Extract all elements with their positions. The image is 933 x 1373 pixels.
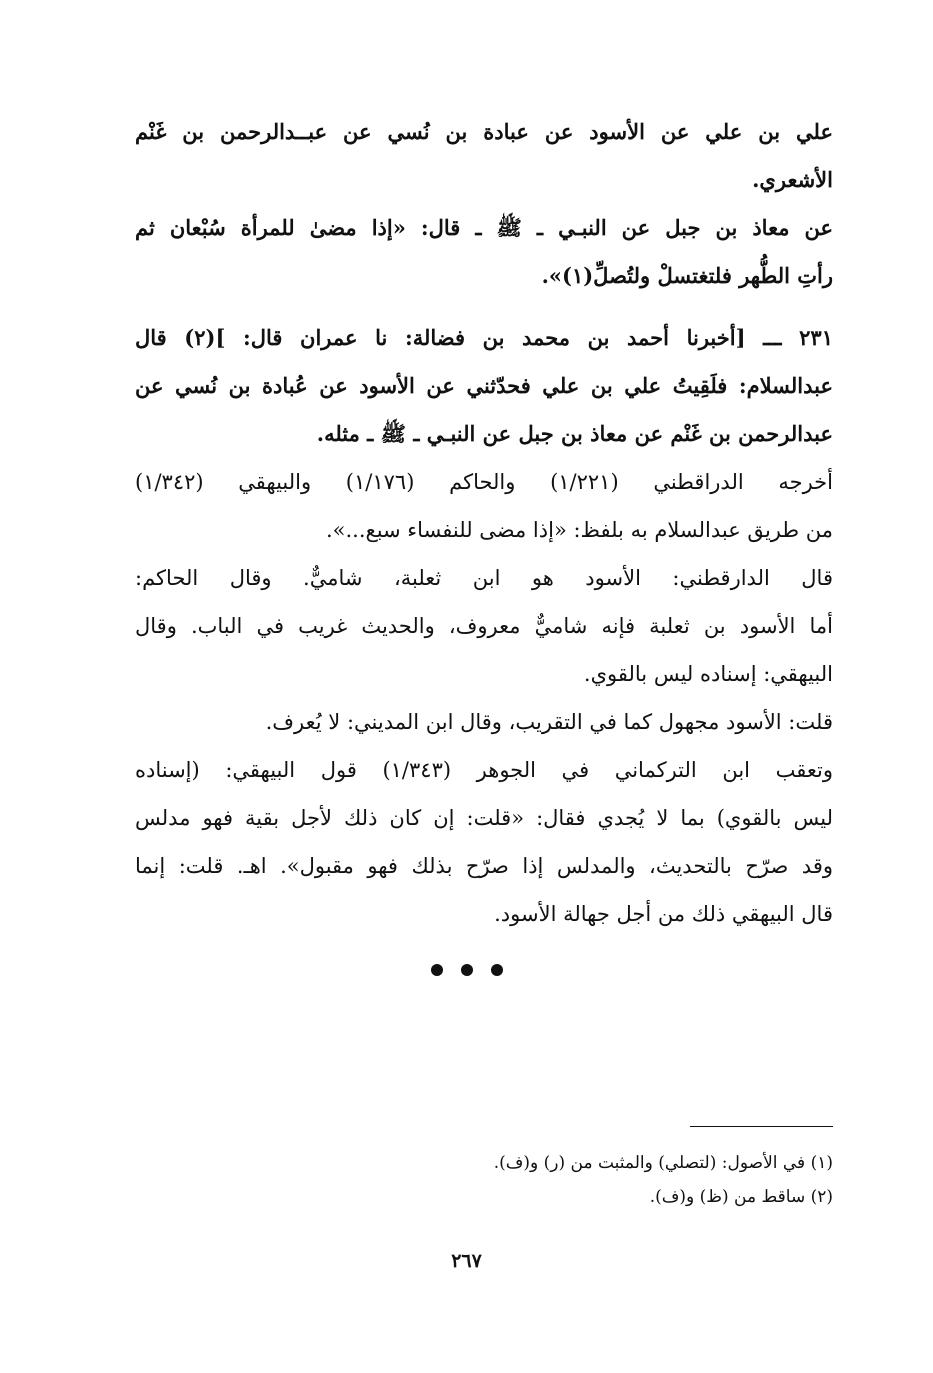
footnote-1: (١) في الأصول: (لتصلي) والمثبت من (ر) و(ف). <box>493 1153 833 1173</box>
footnote-separator <box>690 1126 833 1127</box>
paragraph-gap <box>135 300 833 314</box>
text-line: البيهقي: إسناده ليس بالقوي. <box>583 662 833 686</box>
text-line: الأشعري. <box>752 167 833 192</box>
text-line: قلت: الأسود مجهول كما في التقريب، وقال ابن المديني: لا يُعرف. <box>265 710 833 734</box>
text-line: أخرجه الدراقطني (١/٢٢١) والحاكم (١/١٧٦) والبيهقي (١/٣٤٢) <box>135 470 833 494</box>
text-line: عبدالرحمن بن غَنْم عن معاذ بن جبل عن النبـي ـ ﷺ ـ مثله. <box>316 421 833 446</box>
main-text <box>135 108 833 938</box>
text-line: علي بن علي عن الأسود عن عبادة بن نُسي عن عبــدالرحمن بن غَنْم <box>135 119 833 144</box>
text-line: وقد صرّح بالتحديث، والمدلس إذا صرّح بذلك فهو مقبول». اهـ. قلت: إنما <box>135 854 833 878</box>
text-line: قال البيهقي ذلك من أجل جهالة الأسود. <box>494 902 833 926</box>
text-line: قال الدارقطني: الأسود هو ابن ثعلبة، شاميٌّ. وقال الحاكم: <box>135 566 833 590</box>
text-line: أما الأسود بن ثعلبة فإنه شاميٌّ معروف، والحديث غريب في الباب. وقال <box>135 614 833 638</box>
page-number: ٢٦٧ <box>451 1250 482 1272</box>
text-line: رأتِ الطُّهر فلتغتسلْ ولتُصلِّ(١)». <box>541 263 833 288</box>
section-divider-dots <box>0 960 933 981</box>
hadith-231-line: ٢٣١ ـــ [أخبرنا أحمد بن محمد بن فضالة: نا عمران قال: ](٢) قال <box>135 325 833 350</box>
text-line: من طريق عبدالسلام به بلفظ: «إذا مضى للنفساء سبع...». <box>325 518 833 542</box>
text-line: عبدالسلام: فلَقِيتُ علي بن علي فحدّثني عن الأسود عن عُبادة بن نُسي عن <box>135 373 833 398</box>
dot-icon <box>491 964 503 976</box>
text-line: عن معاذ بن جبل عن النبـي ـ ﷺ ـ قال: «إذا مضىٰ للمرأة سُبْعان ثم <box>135 215 833 240</box>
dot-icon <box>461 964 473 976</box>
text-line: وتعقب ابن التركماني في الجوهر (١/٣٤٣) قول البيهقي: (إسناده <box>135 758 833 782</box>
text-line: ليس بالقوي) بما لا يُجدي فقال: «قلت: إن كان ذلك لأجل بقية فهو مدلس <box>135 806 833 830</box>
dot-icon <box>431 964 443 976</box>
footnote-2: (٢) ساقط من (ظ) و(ف). <box>649 1187 833 1207</box>
footnotes <box>135 1146 833 1214</box>
